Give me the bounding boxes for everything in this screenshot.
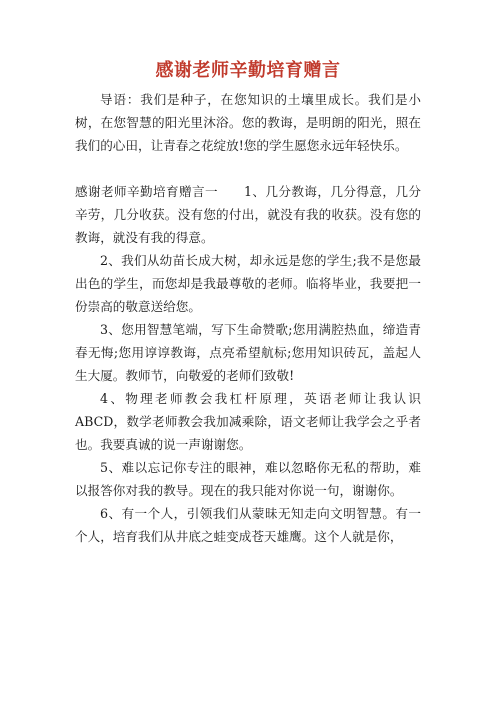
document-body bbox=[75, 58, 421, 548]
paragraph-2: 2、我们从幼苗长成大树，却永远是您的学生;我不是您最出色的学生，而您却是我最尊敬的老师。临将毕业，我要把一份崇高的敬意送给您。 bbox=[75, 253, 421, 314]
paragraph-3: 3、您用智慧笔端，写下生命赞歌;您用满腔热血，缔造青春无悔;您用谆谆教诲，点亮希望航标;您用知识砖瓦，盖起人生大厦。教师节，向敬爱的老师们致敬! bbox=[75, 322, 421, 383]
document-title: 感谢老师辛勤培育赠言 bbox=[155, 60, 341, 81]
paragraph-1: 感谢老师辛勤培育赠言一 1、几分教诲，几分得意，几分辛劳，几分收获。没有您的付出，就没有我的收获。没有您的教诲，就没有我的得意。 bbox=[75, 184, 421, 245]
intro-paragraph: 导语：我们是种子，在您知识的土壤里成长。我们是小树，在您智慧的阳光里沐浴。您的教诲，是明朗的阳光，照在我们的心田，让青春之花绽放!您的学生愿您永远年轻快乐。 bbox=[75, 92, 421, 153]
paragraph-5: 5、难以忘记你专注的眼神，难以忽略你无私的帮助，难以报答你对我的教导。现在的我只能对你说一句，谢谢你。 bbox=[75, 460, 421, 498]
paragraph-6: 6、有一个人，引领我们从蒙昧无知走向文明智慧。有一个人，培育我们从井底之蛙变成苍天雄鹰。这个人就是你， bbox=[75, 506, 421, 544]
paragraph-spacer bbox=[75, 157, 421, 180]
paragraph-4: 4、物理老师教会我杠杆原理，英语老师让我认识ABCD，数学老师教会我加减乘除，语文老师让我学会之乎者也。我要真诚的说一声谢谢您。 bbox=[75, 391, 421, 452]
